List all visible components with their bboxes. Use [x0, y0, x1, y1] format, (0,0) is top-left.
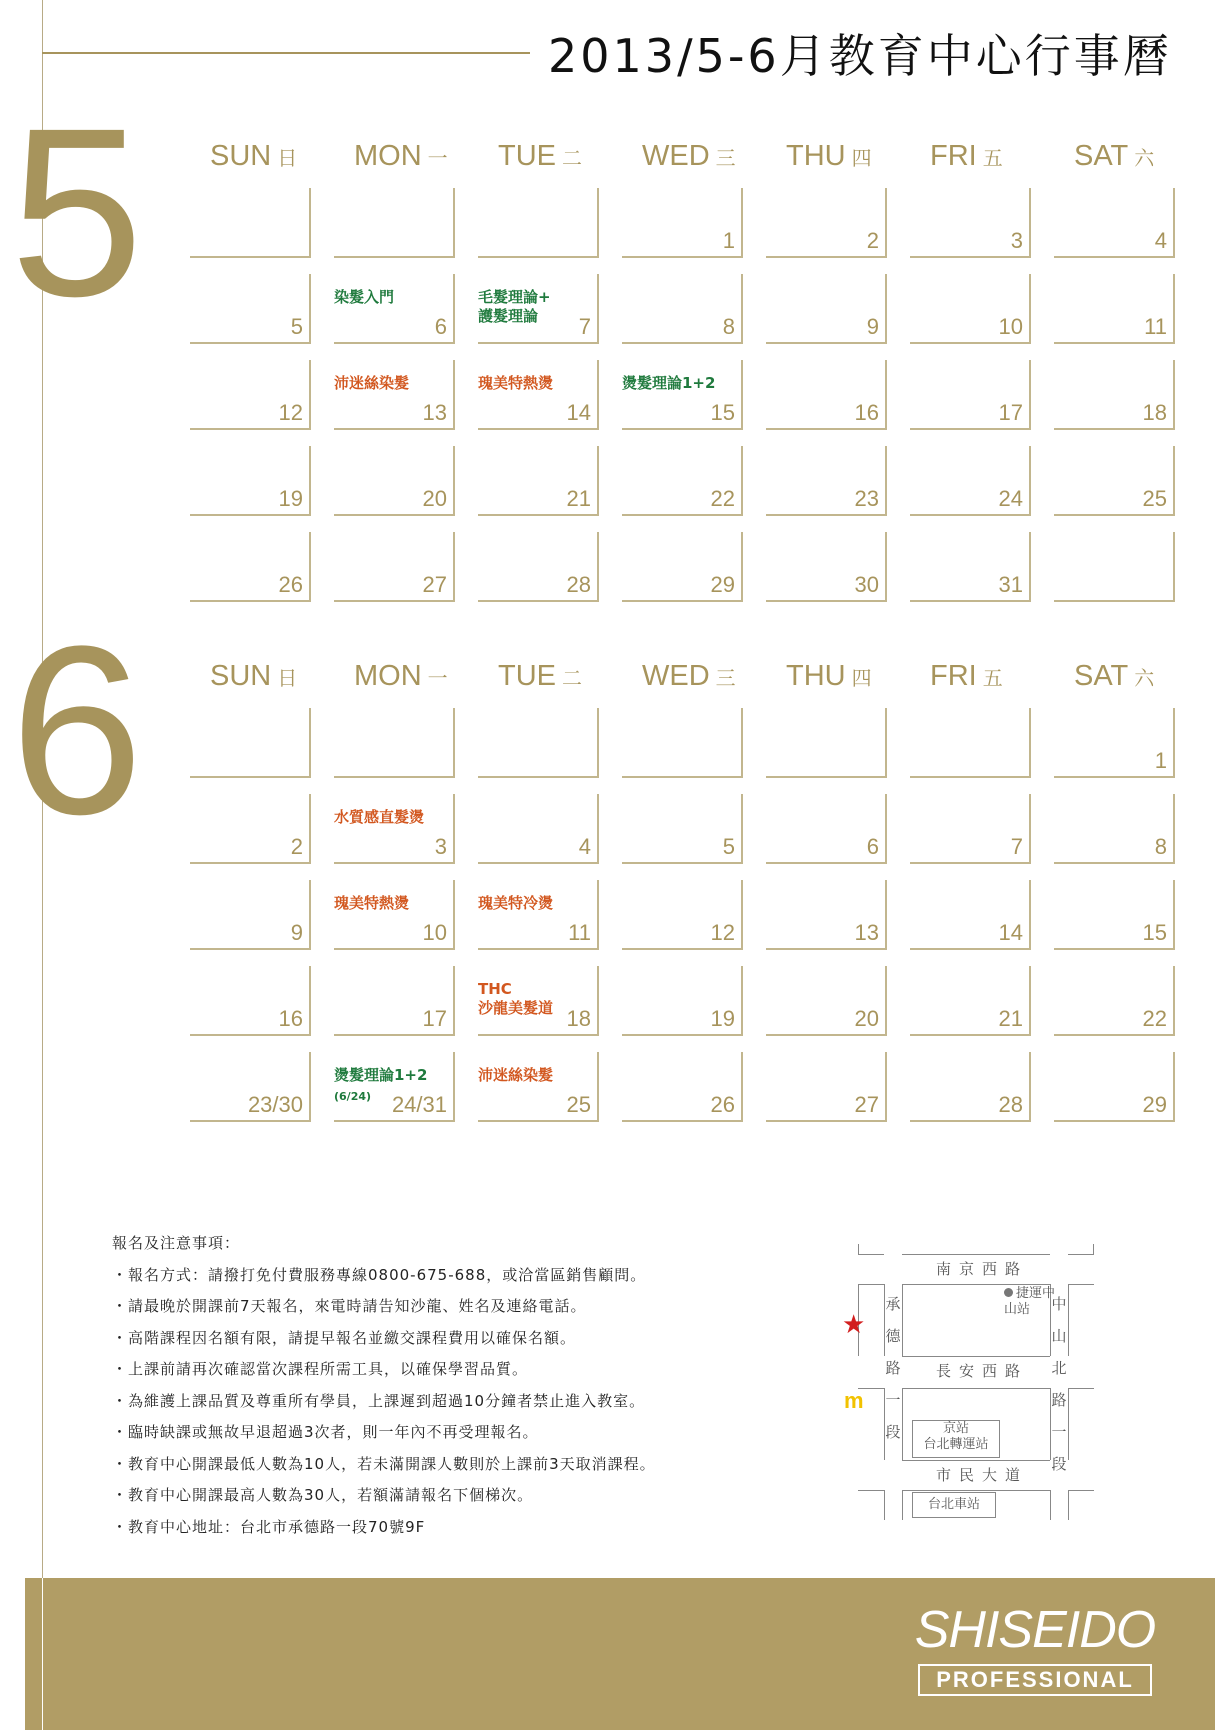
day-number: 5	[290, 314, 303, 339]
weekday-en: MON	[354, 140, 422, 172]
location-map	[842, 1244, 1112, 1524]
day-number: 3	[1010, 228, 1023, 253]
day-cell	[1054, 446, 1175, 516]
day-number: 28	[566, 572, 591, 597]
day-number: 27	[854, 1092, 879, 1117]
day-cell	[910, 1052, 1031, 1122]
weekday-header	[354, 660, 448, 693]
weekday-cn: 一	[427, 146, 448, 170]
day-cell	[766, 446, 887, 516]
day-cell	[766, 794, 887, 864]
note-item: ・教育中心開課最低人數為10人，若未滿開課人數則於上課前3天取消課程。	[112, 1454, 656, 1473]
day-cell	[334, 880, 455, 950]
day-cell	[478, 794, 599, 864]
map-line	[858, 1254, 884, 1255]
map-road-right: 中山北路一段	[1051, 1295, 1067, 1473]
course-event	[478, 980, 553, 1018]
day-number: 21	[998, 1006, 1023, 1031]
day-number: 2	[866, 228, 879, 253]
course-name: 沛迷絲染髮	[334, 374, 410, 392]
day-cell	[622, 446, 743, 516]
map-line	[1050, 1490, 1051, 1520]
day-number: 13	[422, 400, 447, 425]
day-number: 29	[1142, 1092, 1167, 1117]
weekday-en: MON	[354, 660, 422, 692]
day-number: 2	[290, 834, 303, 859]
day-cell	[190, 1052, 311, 1122]
weekday-en: TUE	[498, 140, 556, 172]
day-cell	[766, 188, 887, 258]
day-cell	[478, 446, 599, 516]
day-number: 18	[566, 1006, 591, 1031]
star-icon: ★	[842, 1310, 866, 1340]
day-number: 30	[854, 572, 879, 597]
day-number: 10	[998, 314, 1023, 339]
course-event	[478, 288, 551, 326]
day-number: 28	[998, 1092, 1023, 1117]
weekday-header	[498, 140, 582, 173]
day-number: 8	[1154, 834, 1167, 859]
map-road-mid: 長安西路	[936, 1362, 1029, 1380]
note-item: ・高階課程因名額有限，請提早報名並繳交課程費用以確保名額。	[112, 1328, 577, 1347]
map-line	[1093, 1244, 1094, 1254]
day-number: 17	[422, 1006, 447, 1031]
course-date-note: (6/24)	[334, 1090, 372, 1103]
day-cell	[334, 188, 455, 258]
day-cell	[1054, 1052, 1175, 1122]
day-cell	[190, 360, 311, 430]
map-line	[1068, 1490, 1069, 1520]
course-name: 沙龍美髮道	[478, 999, 554, 1017]
weekday-en: TUE	[498, 660, 556, 692]
map-line	[858, 1244, 859, 1254]
weekday-en: FRI	[930, 140, 977, 172]
day-cell	[910, 188, 1031, 258]
day-number: 20	[422, 486, 447, 511]
day-number: 23/30	[247, 1092, 303, 1117]
day-number: 6	[434, 314, 447, 339]
course-name: 沛迷絲染髮	[478, 1066, 554, 1084]
map-line	[1068, 1388, 1094, 1389]
day-number: 4	[1154, 228, 1167, 253]
map-line	[1068, 1254, 1094, 1255]
weekday-en: SAT	[1074, 140, 1129, 172]
day-cell	[478, 360, 599, 430]
weekday-header	[210, 660, 297, 693]
day-number: 25	[1142, 486, 1167, 511]
note-item: ・上課前請再次確認當次課程所需工具，以確保學習品質。	[112, 1360, 529, 1378]
map-line	[1068, 1490, 1094, 1491]
day-cell	[334, 794, 455, 864]
day-number: 26	[710, 1092, 735, 1117]
course-event	[334, 808, 424, 827]
weekday-cn: 六	[1134, 666, 1155, 690]
title-rule	[42, 52, 530, 54]
course-event	[334, 288, 394, 307]
day-cell	[910, 880, 1031, 950]
map-line	[858, 1284, 884, 1285]
map-road-left: 承德路一段	[885, 1295, 901, 1441]
day-cell	[910, 360, 1031, 430]
day-cell	[766, 1052, 887, 1122]
day-cell	[766, 966, 887, 1036]
day-number: 14	[998, 920, 1023, 945]
day-cell	[334, 446, 455, 516]
weekday-cn: 六	[1134, 146, 1155, 170]
day-cell	[190, 708, 311, 778]
weekday-header	[930, 140, 1003, 173]
weekday-cn: 三	[715, 146, 736, 170]
weekday-en: SUN	[210, 660, 272, 692]
map-station-kyoto	[912, 1420, 1000, 1458]
weekday-en: WED	[642, 660, 710, 692]
day-cell	[478, 274, 599, 344]
weekday-header	[930, 660, 1003, 693]
map-line	[1068, 1388, 1069, 1460]
weekday-en: THU	[786, 140, 846, 172]
course-name: 護髮理論	[478, 307, 539, 325]
map-station-main: 台北車站	[912, 1492, 996, 1518]
weekday-cn: 一	[427, 666, 448, 690]
course-event	[334, 374, 409, 393]
day-cell	[910, 446, 1031, 516]
day-number: 19	[710, 1006, 735, 1031]
weekday-header	[786, 660, 872, 693]
weekday-en: FRI	[930, 660, 977, 692]
map-line	[902, 1388, 1050, 1389]
weekday-header	[1074, 140, 1154, 173]
day-cell	[910, 274, 1031, 344]
day-cell	[1054, 532, 1175, 602]
weekday-en: WED	[642, 140, 710, 172]
day-number: 15	[1142, 920, 1167, 945]
brand-logo	[875, 1600, 1195, 1696]
course-event	[334, 894, 409, 913]
day-cell	[190, 446, 311, 516]
notes-heading: 報名及注意事項：	[112, 1234, 241, 1252]
day-number: 10	[422, 920, 447, 945]
weekday-header	[210, 140, 297, 173]
day-cell	[622, 708, 743, 778]
day-number: 20	[854, 1006, 879, 1031]
note-item: ・請最晚於開課前7天報名，來電時請告知沙龍、姓名及連絡電話。	[112, 1297, 587, 1315]
note-item: ・教育中心開課最高人數為30人，若額滿請報名下個梯次。	[112, 1486, 534, 1504]
day-number: 31	[998, 572, 1023, 597]
map-line	[902, 1356, 1050, 1357]
day-cell	[478, 880, 599, 950]
day-cell	[766, 274, 887, 344]
day-number: 22	[710, 486, 735, 511]
day-number: 17	[998, 400, 1023, 425]
course-event	[478, 894, 553, 913]
day-cell	[766, 360, 887, 430]
day-cell	[1054, 794, 1175, 864]
day-cell	[766, 880, 887, 950]
map-line	[858, 1490, 884, 1491]
day-cell	[478, 708, 599, 778]
weekday-en: SUN	[210, 140, 272, 172]
day-cell	[910, 966, 1031, 1036]
day-number: 14	[566, 400, 591, 425]
weekday-cn: 日	[277, 666, 298, 690]
day-number: 1	[722, 228, 735, 253]
day-cell	[190, 794, 311, 864]
weekday-header	[1074, 660, 1154, 693]
day-number: 1	[1154, 748, 1167, 773]
day-cell	[622, 880, 743, 950]
day-cell	[622, 188, 743, 258]
day-cell	[190, 880, 311, 950]
day-cell	[1054, 708, 1175, 778]
month-label-may: 5	[10, 78, 144, 346]
day-cell	[766, 532, 887, 602]
course-name: 燙髮理論1+2	[334, 1066, 428, 1084]
day-number: 3	[434, 834, 447, 859]
day-number: 26	[278, 572, 303, 597]
note-item: ・為維護上課品質及尊重所有學員，上課遲到超過10分鐘者禁止進入教室。	[112, 1391, 646, 1410]
brand-sub: PROFESSIONAL	[918, 1664, 1152, 1696]
course-name: THC	[478, 980, 512, 998]
page-title: 2013/5-6月教育中心行事曆	[548, 29, 1172, 83]
course-name: 水質感直髮燙	[334, 808, 425, 826]
weekday-cn: 三	[715, 666, 736, 690]
day-cell	[766, 708, 887, 778]
day-cell	[1054, 360, 1175, 430]
day-cell	[478, 1052, 599, 1122]
course-name: 毛髮理論+	[478, 288, 551, 306]
registration-notes	[112, 1228, 656, 1543]
mcdonalds-icon: m	[844, 1388, 864, 1413]
weekday-cn: 二	[562, 666, 582, 690]
day-cell	[334, 708, 455, 778]
map-line	[1068, 1284, 1094, 1285]
day-cell	[334, 1052, 455, 1122]
map-line	[902, 1284, 903, 1356]
month-label-june: 6	[10, 596, 144, 864]
day-cell	[190, 966, 311, 1036]
map-station-transfer-label: 台北轉運站	[923, 1437, 989, 1452]
course-event	[478, 1066, 553, 1085]
day-number: 8	[722, 314, 735, 339]
course-event	[622, 374, 715, 393]
day-number: 16	[278, 1006, 303, 1031]
day-number: 6	[866, 834, 879, 859]
footer-rule	[42, 1578, 43, 1730]
note-item: ・臨時缺課或無故早退超過3次者，則一年內不再受理報名。	[112, 1423, 539, 1441]
note-item: ・報名方式：請撥打免付費服務專線0800-675-688，或洽當區銷售顧問。	[112, 1265, 647, 1284]
day-number: 13	[854, 920, 879, 945]
map-line	[902, 1284, 1050, 1285]
day-number: 9	[866, 314, 879, 339]
day-number: 15	[710, 400, 735, 425]
day-number: 23	[854, 486, 879, 511]
day-number: 11	[568, 920, 591, 945]
day-number: 9	[290, 920, 303, 945]
day-number: 16	[854, 400, 879, 425]
day-number: 24	[998, 486, 1023, 511]
map-line	[902, 1254, 1050, 1255]
day-cell	[622, 1052, 743, 1122]
day-cell	[1054, 966, 1175, 1036]
day-cell	[478, 188, 599, 258]
course-name: 瑰美特熱燙	[478, 374, 554, 392]
map-line	[902, 1460, 1050, 1461]
weekday-header	[642, 140, 736, 173]
weekday-cn: 五	[982, 146, 1003, 170]
day-cell	[622, 966, 743, 1036]
day-number: 7	[578, 314, 591, 339]
weekday-cn: 二	[562, 146, 582, 170]
day-cell	[478, 966, 599, 1036]
day-number: 7	[1010, 834, 1023, 859]
day-cell	[190, 188, 311, 258]
day-cell	[622, 360, 743, 430]
map-line	[902, 1490, 903, 1520]
weekday-header	[786, 140, 872, 173]
day-number: 27	[422, 572, 447, 597]
day-cell	[334, 360, 455, 430]
weekday-en: THU	[786, 660, 846, 692]
map-road-bottom: 市民大道	[936, 1466, 1029, 1484]
course-name: 染髮入門	[334, 288, 395, 306]
day-cell	[622, 532, 743, 602]
map-station-mrt-label: 捷運中山站	[1004, 1286, 1056, 1317]
day-number: 24/31	[391, 1092, 447, 1117]
day-cell	[478, 532, 599, 602]
day-number: 4	[578, 834, 591, 859]
day-number: 12	[278, 400, 303, 425]
day-cell	[622, 274, 743, 344]
map-line	[884, 1490, 885, 1520]
weekday-cn: 四	[851, 666, 872, 690]
course-event	[478, 374, 553, 393]
map-road-top: 南京西路	[936, 1260, 1029, 1278]
map-station-kyoto-label: 京站	[942, 1421, 969, 1436]
day-number: 21	[566, 486, 591, 511]
weekday-header	[354, 140, 448, 173]
day-number: 25	[566, 1092, 591, 1117]
course-event	[334, 1066, 427, 1106]
day-cell	[1054, 274, 1175, 344]
brand-name: SHISEIDO	[914, 1601, 1156, 1659]
day-cell	[910, 794, 1031, 864]
mrt-dot-icon	[1004, 1288, 1013, 1297]
day-cell	[622, 794, 743, 864]
weekday-header	[498, 660, 582, 693]
day-cell	[334, 532, 455, 602]
map-line	[902, 1490, 1050, 1491]
day-number: 18	[1142, 400, 1167, 425]
weekday-en: SAT	[1074, 660, 1129, 692]
course-name: 瑰美特冷燙	[478, 894, 554, 912]
day-cell	[190, 532, 311, 602]
day-number: 5	[722, 834, 735, 859]
weekday-header	[642, 660, 736, 693]
course-name: 瑰美特熱燙	[334, 894, 410, 912]
map-line	[1068, 1284, 1069, 1356]
day-cell	[334, 274, 455, 344]
weekday-cn: 五	[982, 666, 1003, 690]
day-number: 12	[710, 920, 735, 945]
note-item: ・教育中心地址：台北市承德路一段70號9F	[112, 1517, 426, 1536]
day-cell	[190, 274, 311, 344]
course-name: 燙髮理論1+2	[622, 374, 716, 392]
day-cell	[910, 532, 1031, 602]
day-cell	[910, 708, 1031, 778]
map-line	[902, 1388, 903, 1460]
weekday-cn: 日	[277, 146, 298, 170]
day-number: 29	[710, 572, 735, 597]
day-cell	[1054, 188, 1175, 258]
day-cell	[1054, 880, 1175, 950]
day-cell	[334, 966, 455, 1036]
weekday-cn: 四	[851, 146, 872, 170]
day-number: 11	[1144, 314, 1167, 339]
day-number: 19	[278, 486, 303, 511]
day-number: 22	[1142, 1006, 1167, 1031]
